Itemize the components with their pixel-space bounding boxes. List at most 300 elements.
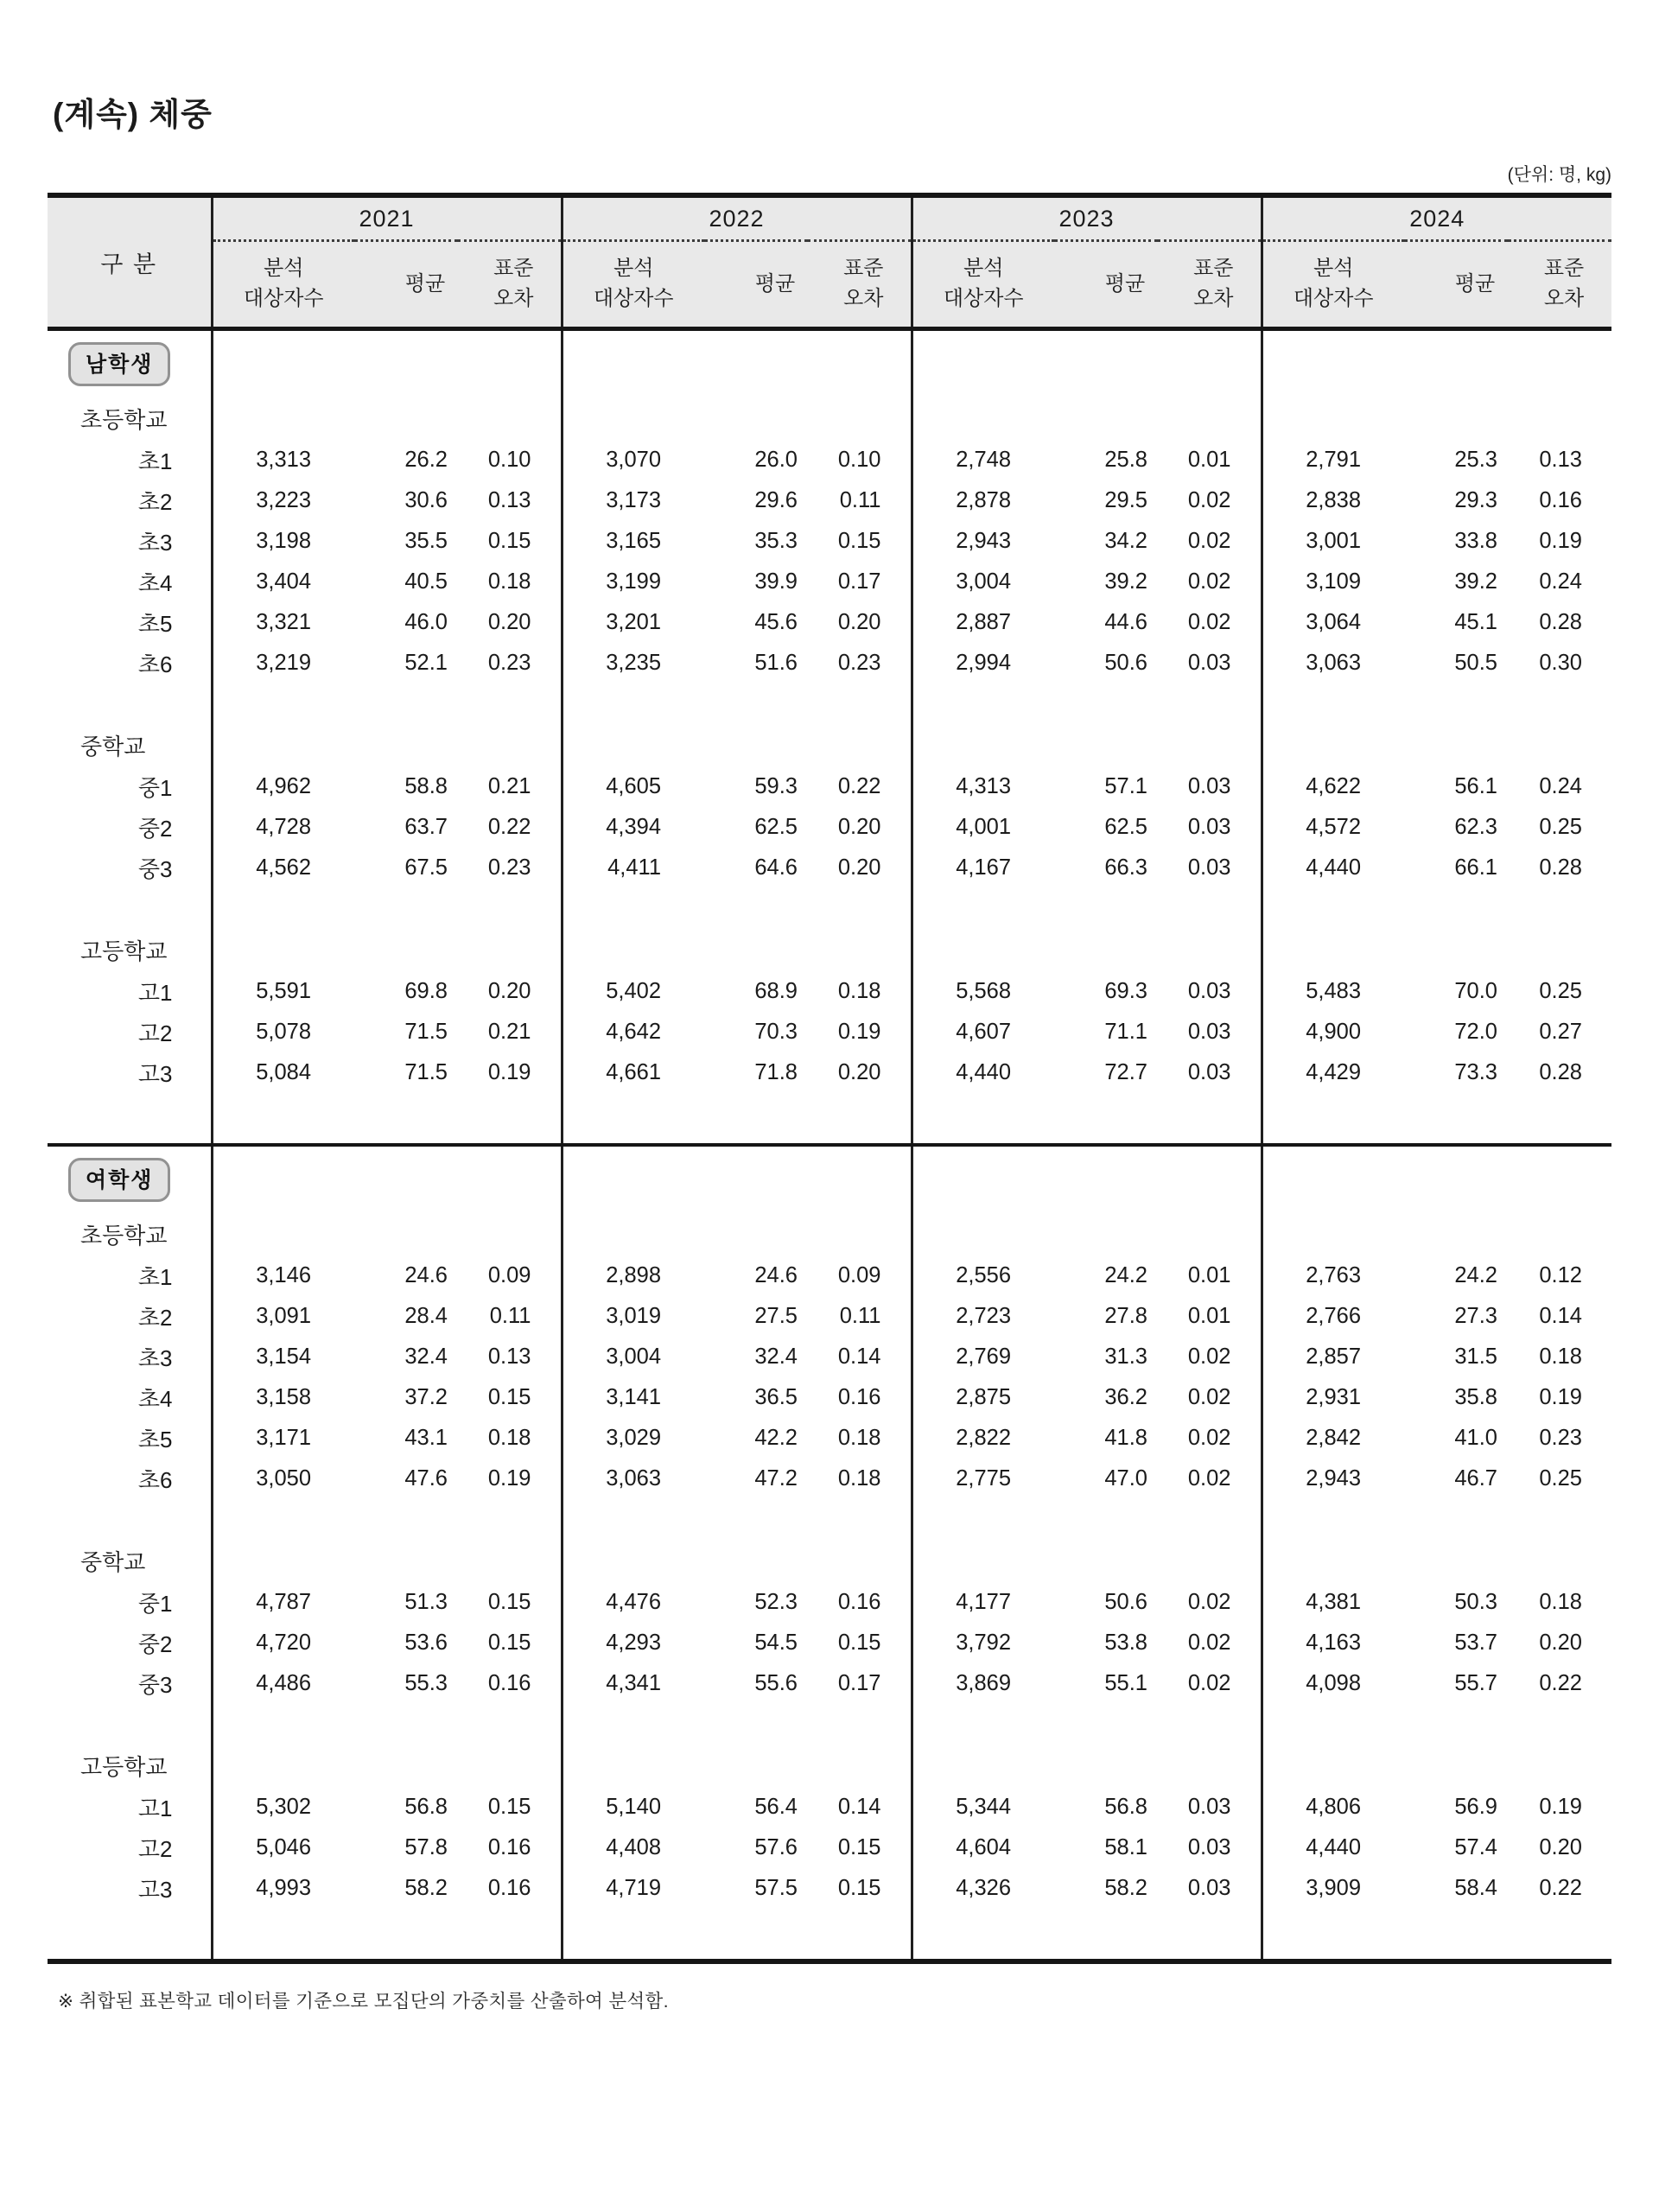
- cell-count: 5,078: [256, 1020, 311, 1044]
- cell-mean: [1054, 723, 1158, 766]
- cell-mean: 55.7: [1454, 1671, 1497, 1695]
- row-label-grade: 초5: [48, 602, 212, 643]
- cell-count: [562, 723, 704, 766]
- column-header-line: 대상자수: [243, 287, 324, 310]
- cell-se: [458, 1499, 562, 1539]
- cell-se: 0.16: [808, 1377, 912, 1418]
- cell-mean: [1054, 1909, 1158, 1961]
- cell-mean: [1054, 1704, 1158, 1744]
- cell-count: 5,344: [956, 1795, 1011, 1819]
- cell-se: 0.13: [458, 1337, 562, 1377]
- cell-mean: [354, 1744, 458, 1787]
- column-header: [808, 241, 912, 329]
- cell-mean: 47.2: [754, 1466, 798, 1491]
- cell-se: 0.16: [458, 1827, 562, 1868]
- cell-se: [808, 683, 912, 723]
- cell-mean: 29.5: [1104, 488, 1147, 512]
- table-row: [48, 848, 1611, 888]
- cell-mean: [354, 1212, 458, 1255]
- row-label-grade: 초1: [48, 1255, 212, 1296]
- cell-se: [808, 1093, 912, 1145]
- cell-se: 0.01: [1158, 1255, 1262, 1296]
- cell-mean: 55.1: [1104, 1671, 1147, 1695]
- row-label-grade: 초3: [48, 521, 212, 562]
- cell-mean: 70.3: [754, 1020, 798, 1044]
- cell-se: 0.20: [458, 971, 562, 1012]
- cell-mean: 57.5: [754, 1876, 798, 1900]
- table-row: [48, 1623, 1611, 1663]
- cell-se: 0.19: [458, 1052, 562, 1093]
- cell-count: [1262, 1093, 1404, 1145]
- cell-se: 0.16: [808, 1582, 912, 1623]
- column-header-line: 평균: [404, 271, 446, 296]
- cell-mean: [354, 329, 458, 397]
- table-row: [48, 1052, 1611, 1093]
- table-row: [48, 1868, 1611, 1909]
- cell-mean: [1404, 397, 1508, 440]
- cell-count: 4,440: [1306, 1835, 1361, 1859]
- cell-mean: 26.0: [754, 448, 798, 472]
- table-row: [48, 1663, 1611, 1704]
- cell-mean: 36.5: [754, 1385, 798, 1409]
- cell-count: 4,486: [256, 1671, 311, 1695]
- cell-mean: [1404, 1093, 1508, 1145]
- column-header-line: 분석: [264, 257, 304, 281]
- row-label-grade: 중3: [48, 1663, 212, 1704]
- column-header-line: 표준: [843, 257, 884, 281]
- cell-count: 4,163: [1306, 1630, 1361, 1655]
- column-header-line: 분석: [613, 257, 654, 281]
- group-label-row: [48, 723, 1611, 766]
- column-header: [704, 241, 808, 329]
- row-label-grade: 중1: [48, 766, 212, 807]
- cell-mean: 50.6: [1104, 651, 1147, 675]
- cell-mean: 36.2: [1104, 1385, 1147, 1409]
- cell-se: 0.18: [808, 971, 912, 1012]
- footnote: ※ 취합된 표본학교 데이터를 기준으로 모집단의 가중치를 산출하여 분석함.: [58, 1991, 669, 2012]
- cell-count: [912, 1145, 1054, 1212]
- table-row: [48, 1418, 1611, 1459]
- cell-se: 0.02: [1158, 1377, 1262, 1418]
- cell-mean: 34.2: [1104, 529, 1147, 553]
- cell-count: [1262, 1744, 1404, 1787]
- cell-count: [1262, 1499, 1404, 1539]
- cell-count: [212, 1744, 354, 1787]
- cell-mean: [1054, 928, 1158, 971]
- cell-count: 4,440: [1306, 855, 1361, 880]
- cell-count: 4,476: [606, 1590, 661, 1614]
- cell-mean: [1404, 1704, 1508, 1744]
- cell-count: 4,326: [956, 1876, 1011, 1900]
- cell-count: 4,440: [956, 1060, 1011, 1084]
- cell-count: 3,792: [956, 1630, 1011, 1655]
- cell-se: [808, 1212, 912, 1255]
- cell-se: 0.17: [808, 1663, 912, 1704]
- cell-se: 0.03: [1158, 1787, 1262, 1827]
- column-header: [354, 241, 458, 329]
- column-header-line: 분석: [963, 257, 1004, 281]
- cell-mean: [354, 683, 458, 723]
- cell-count: 4,572: [1306, 815, 1361, 839]
- row-label-grade: 고3: [48, 1052, 212, 1093]
- cell-se: [1508, 397, 1611, 440]
- cell-mean: [1054, 1093, 1158, 1145]
- group-label-row: [48, 1744, 1611, 1787]
- cell-se: [808, 397, 912, 440]
- column-header-line: 대상자수: [593, 287, 674, 310]
- cell-se: 0.13: [458, 480, 562, 521]
- cell-se: 0.03: [1158, 1827, 1262, 1868]
- cell-count: [212, 329, 354, 397]
- cell-count: [562, 397, 704, 440]
- cell-se: 0.09: [808, 1255, 912, 1296]
- cell-se: [458, 1145, 562, 1212]
- table-row: [48, 562, 1611, 602]
- cell-mean: 58.2: [404, 1876, 448, 1900]
- cell-mean: [1054, 1145, 1158, 1212]
- cell-mean: [1404, 1499, 1508, 1539]
- table-row: [48, 1827, 1611, 1868]
- cell-mean: [704, 888, 808, 928]
- cell-count: 3,171: [256, 1426, 311, 1450]
- cell-se: [458, 723, 562, 766]
- cell-count: 5,046: [256, 1835, 311, 1859]
- cell-count: 5,483: [1306, 979, 1361, 1003]
- table-row: [48, 643, 1611, 683]
- cell-count: 4,642: [606, 1020, 661, 1044]
- cell-count: 3,154: [256, 1344, 311, 1369]
- cell-mean: 71.8: [754, 1060, 798, 1084]
- cell-count: [1262, 1704, 1404, 1744]
- cell-mean: 70.0: [1454, 979, 1497, 1003]
- cell-mean: 56.8: [1104, 1795, 1147, 1819]
- cell-se: 0.24: [1539, 569, 1582, 594]
- cell-se: 0.15: [458, 1582, 562, 1623]
- cell-se: 0.21: [458, 766, 562, 807]
- cell-mean: 46.0: [404, 610, 448, 634]
- cell-count: 4,098: [1306, 1671, 1361, 1695]
- cell-count: 4,720: [256, 1630, 311, 1655]
- cell-count: [562, 1539, 704, 1582]
- cell-se: 0.16: [458, 1663, 562, 1704]
- cell-mean: [704, 1212, 808, 1255]
- cell-count: 2,766: [1306, 1304, 1361, 1328]
- cell-count: 3,050: [256, 1466, 311, 1491]
- cell-count: [562, 928, 704, 971]
- cell-mean: 45.1: [1454, 610, 1497, 634]
- cell-count: [562, 329, 704, 397]
- cell-se: 0.23: [458, 848, 562, 888]
- cell-se: [1508, 1704, 1611, 1744]
- cell-mean: 58.8: [404, 774, 448, 798]
- cell-mean: [1054, 888, 1158, 928]
- table-row: [48, 602, 1611, 643]
- cell-se: [1508, 1539, 1611, 1582]
- cell-se: [808, 723, 912, 766]
- cell-count: [1262, 1145, 1404, 1212]
- cell-se: 0.22: [808, 766, 912, 807]
- cell-mean: 40.5: [404, 569, 448, 594]
- cell-count: 4,605: [606, 774, 661, 798]
- cell-mean: 27.3: [1454, 1304, 1497, 1328]
- row-label-grade: 고1: [48, 1787, 212, 1827]
- cell-se: 0.15: [808, 1868, 912, 1909]
- cell-se: 0.03: [1158, 766, 1262, 807]
- cell-mean: 45.6: [754, 610, 798, 634]
- cell-se: 0.19: [458, 1459, 562, 1499]
- cell-count: 2,857: [1306, 1344, 1361, 1369]
- cell-count: 3,064: [1306, 610, 1361, 634]
- cell-mean: 51.6: [754, 651, 798, 675]
- cell-count: 5,402: [606, 979, 661, 1003]
- cell-se: 0.14: [808, 1787, 912, 1827]
- cell-se: 0.11: [808, 480, 912, 521]
- cell-count: 4,562: [256, 855, 311, 880]
- row-label-grade: 초2: [48, 480, 212, 521]
- cell-se: [458, 1212, 562, 1255]
- group-label-row: [48, 397, 1611, 440]
- table-row: [48, 1459, 1611, 1499]
- cell-se: [1158, 1145, 1262, 1212]
- cell-mean: [1054, 1499, 1158, 1539]
- table-row: [48, 1787, 1611, 1827]
- cell-mean: 53.7: [1454, 1630, 1497, 1655]
- cell-mean: [354, 1704, 458, 1744]
- cell-se: [1508, 928, 1611, 971]
- weight-stats-table: [48, 193, 1611, 1964]
- cell-mean: [354, 1499, 458, 1539]
- column-header-line: 대상자수: [1293, 287, 1374, 310]
- cell-mean: 57.8: [404, 1835, 448, 1859]
- cell-count: [912, 1212, 1054, 1255]
- cell-count: 2,943: [956, 529, 1011, 553]
- cell-count: 3,223: [256, 488, 311, 512]
- cell-count: [562, 888, 704, 928]
- cell-se: 0.18: [1539, 1344, 1582, 1369]
- cell-count: [212, 1145, 354, 1212]
- cell-mean: 56.8: [404, 1795, 448, 1819]
- section-row: [48, 1145, 1611, 1212]
- cell-se: [458, 329, 562, 397]
- cell-count: [912, 1093, 1054, 1145]
- cell-mean: 63.7: [404, 815, 448, 839]
- cell-mean: 69.8: [404, 979, 448, 1003]
- cell-se: 0.23: [458, 643, 562, 683]
- cell-count: 2,994: [956, 651, 1011, 675]
- cell-mean: 68.9: [754, 979, 798, 1003]
- cell-mean: 47.6: [404, 1466, 448, 1491]
- cell-count: [212, 1499, 354, 1539]
- cell-mean: 44.6: [1104, 610, 1147, 634]
- column-header-line: 평균: [1454, 271, 1496, 296]
- column-header-line: 분석: [1313, 257, 1354, 281]
- cell-count: 2,878: [956, 488, 1011, 512]
- table-row: [48, 1255, 1611, 1296]
- cell-se: 0.17: [808, 562, 912, 602]
- cell-count: 4,341: [606, 1671, 661, 1695]
- cell-count: 4,607: [956, 1020, 1011, 1044]
- cell-se: [808, 928, 912, 971]
- row-label-grade: 초5: [48, 1418, 212, 1459]
- cell-mean: [704, 1539, 808, 1582]
- cell-count: 3,404: [256, 569, 311, 594]
- column-header-line: 대상자수: [943, 287, 1024, 310]
- cell-count: 4,993: [256, 1876, 311, 1900]
- cell-count: 2,556: [956, 1263, 1011, 1287]
- cell-mean: [704, 683, 808, 723]
- cell-mean: [354, 928, 458, 971]
- cell-count: 2,763: [1306, 1263, 1361, 1287]
- cell-se: 0.25: [1539, 815, 1582, 839]
- cell-count: 3,146: [256, 1263, 311, 1287]
- cell-mean: 54.5: [754, 1630, 798, 1655]
- row-label-grade: 초4: [48, 1377, 212, 1418]
- cell-se: [458, 1744, 562, 1787]
- row-label-school: 고등학교: [48, 1744, 212, 1787]
- cell-mean: [1404, 928, 1508, 971]
- cell-count: 4,661: [606, 1060, 661, 1084]
- cell-mean: 27.8: [1104, 1304, 1147, 1328]
- unit-note: (단위: 명, kg): [1507, 165, 1611, 185]
- cell-mean: 56.4: [754, 1795, 798, 1819]
- cell-mean: 43.1: [404, 1426, 448, 1450]
- cell-se: 0.03: [1158, 971, 1262, 1012]
- cell-se: 0.01: [1158, 440, 1262, 480]
- cell-mean: [354, 1093, 458, 1145]
- cell-count: 3,019: [606, 1304, 661, 1328]
- table-row: [48, 1337, 1611, 1377]
- cell-mean: [704, 1704, 808, 1744]
- cell-se: [1508, 723, 1611, 766]
- cell-count: 3,869: [956, 1671, 1011, 1695]
- cell-se: [1158, 1093, 1262, 1145]
- cell-mean: 24.2: [1454, 1263, 1497, 1287]
- cell-count: 4,900: [1306, 1020, 1361, 1044]
- row-label-school: 초등학교: [48, 397, 212, 440]
- cell-mean: 64.6: [754, 855, 798, 880]
- cell-se: 0.28: [1539, 610, 1582, 634]
- cell-mean: 62.5: [754, 815, 798, 839]
- cell-se: 0.20: [1539, 1835, 1582, 1859]
- row-label-grade: 중2: [48, 1623, 212, 1663]
- cell-count: 5,568: [956, 979, 1011, 1003]
- cell-mean: [704, 928, 808, 971]
- cell-se: 0.30: [1539, 651, 1582, 675]
- cell-se: 0.02: [1158, 1459, 1262, 1499]
- cell-mean: 25.3: [1454, 448, 1497, 472]
- cell-count: 2,775: [956, 1466, 1011, 1491]
- cell-se: 0.03: [1158, 1868, 1262, 1909]
- cell-se: [808, 888, 912, 928]
- cell-mean: 58.4: [1454, 1876, 1497, 1900]
- table-row: [48, 1296, 1611, 1337]
- cell-count: [912, 1499, 1054, 1539]
- table-row: [48, 807, 1611, 848]
- row-label-cell: [48, 888, 212, 928]
- cell-se: 0.20: [1539, 1630, 1582, 1655]
- cell-count: 4,177: [956, 1590, 1011, 1614]
- cell-se: [808, 1704, 912, 1744]
- cell-mean: 71.1: [1104, 1020, 1147, 1044]
- cell-count: 3,198: [256, 529, 311, 553]
- cell-mean: 27.5: [754, 1304, 798, 1328]
- cell-se: 0.15: [458, 521, 562, 562]
- cell-mean: 31.5: [1454, 1344, 1497, 1369]
- cell-mean: 57.4: [1454, 1835, 1497, 1859]
- cell-count: [1262, 683, 1404, 723]
- row-label-grade: 초4: [48, 562, 212, 602]
- table-row: [48, 971, 1611, 1012]
- column-header: [912, 241, 1054, 329]
- cell-count: [912, 683, 1054, 723]
- row-label-cell: [48, 1093, 212, 1145]
- cell-mean: [1054, 1744, 1158, 1787]
- section-badge: 남학생: [68, 342, 170, 386]
- cell-se: 0.12: [1539, 1263, 1582, 1287]
- cell-count: 4,728: [256, 815, 311, 839]
- cell-se: 0.02: [1158, 562, 1262, 602]
- cell-mean: [704, 1499, 808, 1539]
- cell-mean: [704, 1909, 808, 1961]
- cell-se: 0.03: [1158, 1012, 1262, 1052]
- cell-mean: 56.1: [1454, 774, 1497, 798]
- cell-count: 4,001: [956, 815, 1011, 839]
- cell-mean: 39.2: [1104, 569, 1147, 594]
- cell-mean: 33.8: [1454, 529, 1497, 553]
- cell-count: 5,302: [256, 1795, 311, 1819]
- cell-se: [1508, 683, 1611, 723]
- column-header: [1158, 241, 1262, 329]
- cell-count: [562, 1145, 704, 1212]
- cell-mean: [354, 723, 458, 766]
- cell-mean: [1054, 1539, 1158, 1582]
- cell-mean: [1054, 397, 1158, 440]
- cell-se: 0.25: [1539, 1466, 1582, 1491]
- cell-mean: [704, 397, 808, 440]
- row-label-grade: 초3: [48, 1337, 212, 1377]
- cell-mean: 66.3: [1104, 855, 1147, 880]
- cell-count: 5,140: [606, 1795, 661, 1819]
- cell-count: 4,429: [1306, 1060, 1361, 1084]
- table-row: [48, 766, 1611, 807]
- cell-mean: [1404, 329, 1508, 397]
- cell-mean: 58.1: [1104, 1835, 1147, 1859]
- cell-se: [1508, 1499, 1611, 1539]
- cell-count: [912, 397, 1054, 440]
- cell-count: 3,004: [956, 569, 1011, 594]
- table-row: [48, 440, 1611, 480]
- cell-mean: 69.3: [1104, 979, 1147, 1003]
- cell-mean: [354, 1145, 458, 1212]
- cell-se: [1508, 1212, 1611, 1255]
- cell-se: [1508, 329, 1611, 397]
- cell-se: 0.23: [808, 643, 912, 683]
- cell-se: 0.22: [458, 807, 562, 848]
- cell-mean: [354, 397, 458, 440]
- cell-count: 2,887: [956, 610, 1011, 634]
- cell-count: 3,063: [606, 1466, 661, 1491]
- cell-count: [912, 1909, 1054, 1961]
- cell-se: 0.14: [808, 1337, 912, 1377]
- cell-mean: 50.5: [1454, 651, 1497, 675]
- year-header: 2022: [562, 195, 912, 241]
- cell-se: 0.20: [458, 602, 562, 643]
- cell-se: 0.02: [1158, 1623, 1262, 1663]
- cell-se: [808, 1499, 912, 1539]
- cell-count: [912, 888, 1054, 928]
- cell-count: 4,806: [1306, 1795, 1361, 1819]
- cell-mean: 41.8: [1104, 1426, 1147, 1450]
